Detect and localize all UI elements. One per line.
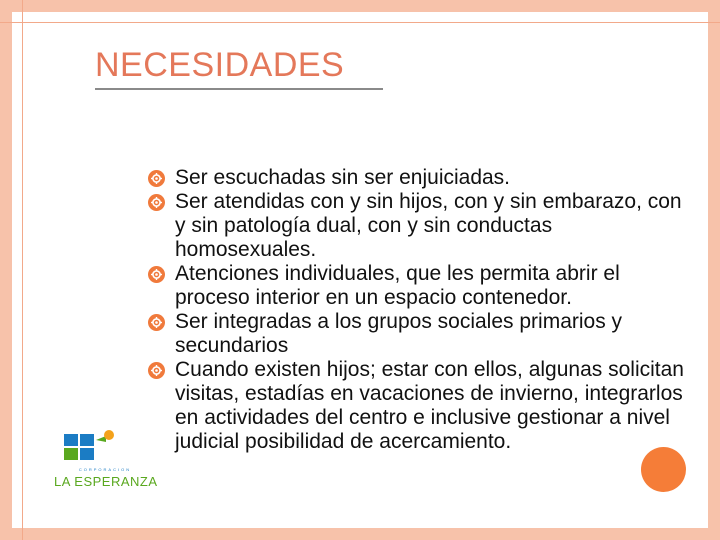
bullet-item — [148, 190, 688, 262]
bullet-text: Ser atendidas con y sin hijos, con y sin embarazo, con y sin patología dual, con y sin conductas homosexuales. — [175, 190, 682, 261]
slide-border-left — [0, 0, 12, 540]
bullet-text: Ser escuchadas sin ser enjuiciadas. — [175, 166, 511, 189]
title-underline — [95, 88, 383, 90]
slide-inner-line-horizontal — [0, 22, 720, 23]
logo-name: LA ESPERANZA — [54, 474, 158, 489]
logo-la-esperanza — [50, 428, 160, 493]
bullet-text: Ser integradas a los grupos sociales primarios y secundarios — [175, 310, 623, 357]
bullet-text: Atenciones individuales, que les permita abrir el proceso interior en un espacio contenedor. — [175, 262, 620, 309]
bullet-item — [148, 262, 688, 310]
gear-icon — [148, 362, 165, 379]
bullet-text: Cuando existen hijos; estar con ellos, algunas solicitan visitas, estadías en vacaciones de invierno, integrarlos en actividades del centro e inclusive gestionar a nivel judicial posibilidad de acercamiento. — [175, 358, 684, 453]
logo-caption: CORPORACION — [78, 467, 132, 472]
bullet-item — [148, 358, 688, 454]
slide-border-bottom — [0, 528, 720, 540]
slide-title: NECESIDADES — [95, 46, 345, 84]
bullet-list — [148, 166, 688, 454]
slide-border-right — [708, 0, 720, 540]
decorative-orange-circle — [641, 447, 686, 492]
slide-inner-line-vertical — [22, 0, 23, 540]
gear-icon — [148, 266, 165, 283]
gear-icon — [148, 170, 165, 187]
bullet-item — [148, 166, 688, 190]
gear-icon — [148, 194, 165, 211]
slide-border-top — [0, 0, 720, 12]
logo-mark-icon — [60, 428, 120, 464]
bullet-item — [148, 310, 688, 358]
gear-icon — [148, 314, 165, 331]
